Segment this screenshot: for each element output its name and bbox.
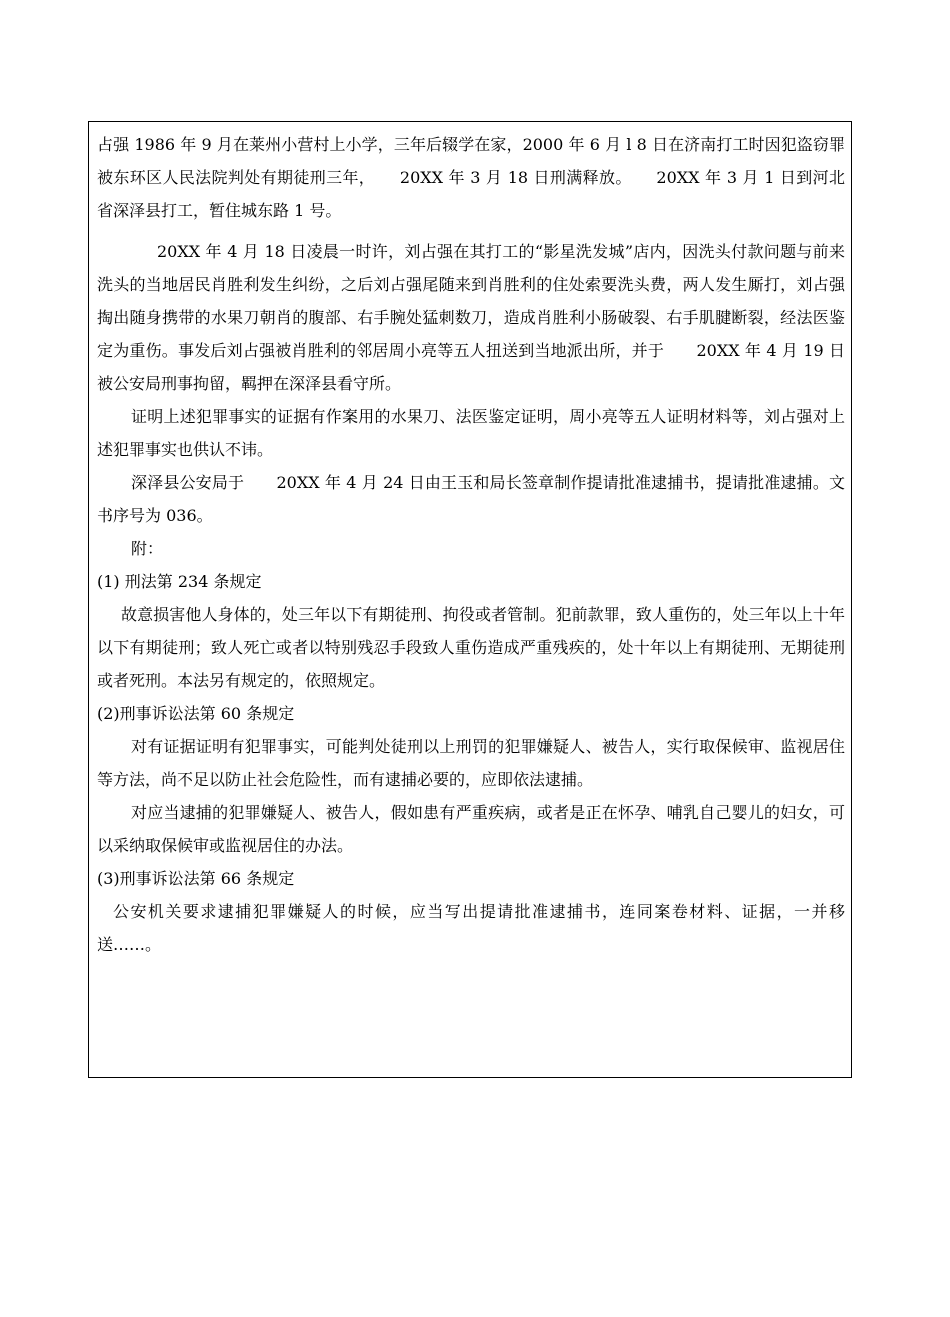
heading-criminal-law-234: (1) 刑法第 234 条规定 — [97, 572, 262, 591]
heading-procedure-law-60: (2)刑事诉讼法第 60 条规定 — [97, 704, 295, 723]
document-frame — [88, 121, 852, 1078]
paragraph-criminal-law-234: 故意损害他人身体的，处三年以下有期徒刑、拘役或者管制。犯前款罪，致人重伤的，处三年以上十年以下有期徒刑；致人死亡或者以特别残忍手段致人重伤造成严重残疾的，处十年以上有期徒刑、无期徒刑或者死刑。本法另有规定的，依照规定。 — [97, 605, 845, 690]
paragraph-procedure-law-60-b: 对应当逮捕的犯罪嫌疑人、被告人，假如患有严重疾病，或者是正在怀孕、哺乳自己婴儿的妇女，可以采纳取保候审或监视居住的办法。 — [97, 803, 845, 855]
paragraph-incident: 20XX 年 4 月 18 日凌晨一时许，刘占强在其打工的“影星洗发城”店内，因洗头付款问题与前来洗头的当地居民肖胜利发生纠纷，之后刘占强尾随来到肖胜利的住处索要洗头费，两人发生厮打，刘占强掏出随身携带的水果刀朝肖的腹部、右手腕处猛刺数刀，造成肖胜利小肠破裂、右手肌腱断裂，经法医鉴定为重伤。事发后刘占强被肖胜利的邻居周小亮等五人扭送到当地派出所，并于 20XX 年 4 月 19 日被公安局刑事拘留，羁押在深泽县看守所。 — [97, 242, 845, 393]
paragraph-evidence: 证明上述犯罪事实的证据有作案用的水果刀、法医鉴定证明，周小亮等五人证明材料等，刘占强对上述犯罪事实也供认不讳。 — [97, 407, 845, 459]
appendix-label: 附： — [131, 539, 164, 558]
heading-procedure-law-66: (3)刑事诉讼法第 66 条规定 — [97, 869, 295, 888]
paragraph-background: 占强 1986 年 9 月在莱州小营村上小学，三年后辍学在家，2000 年 6 月 l 8 日在济南打工时因犯盗窃罪被东环区人民法院判处有期徒刑三年， 20XX 年 3 月 18 日刑满释放。 20XX 年 3 月 1 日到河北省深泽县打工，暂住城东路 1 号。 — [97, 135, 845, 220]
paragraph-procedure-law-66: 公安机关要求逮捕犯罪嫌疑人的时候，应当写出提请批准逮捕书，连同案卷材料、证据，一并移送……。 — [97, 902, 845, 954]
document-body — [97, 128, 845, 961]
paragraph-procedure-law-60-a: 对有证据证明有犯罪事实，可能判处徒刑以上刑罚的犯罪嫌疑人、被告人，实行取保候审、监视居住等方法，尚不足以防止社会危险性，而有逮捕必要的，应即依法逮捕。 — [97, 737, 845, 789]
paragraph-arrest-request: 深泽县公安局于 20XX 年 4 月 24 日由王玉和局长签章制作提请批准逮捕书，提请批准逮捕。文书序号为 036。 — [97, 473, 845, 525]
